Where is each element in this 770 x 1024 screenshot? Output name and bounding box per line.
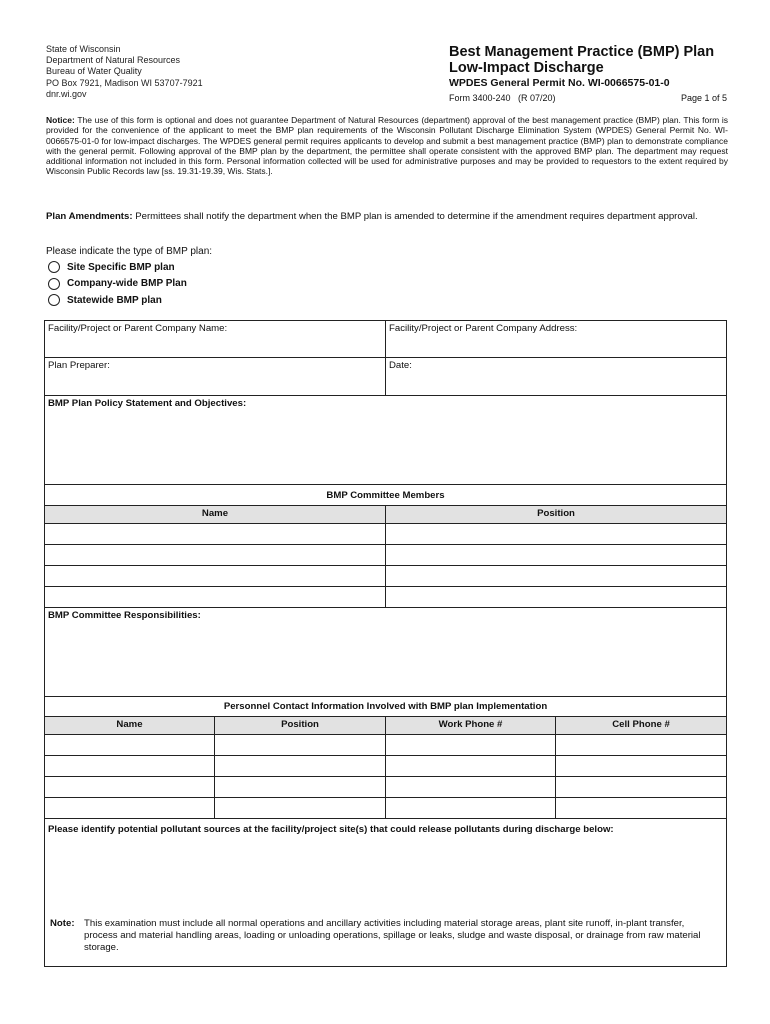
facility-name-field[interactable] — [45, 321, 386, 358]
statewide-label: Statewide BMP plan — [67, 294, 162, 306]
committee-position-cell[interactable] — [386, 587, 727, 608]
responsibilities-row — [45, 608, 727, 697]
personnel-position-cell[interactable] — [215, 777, 386, 798]
personnel-position-cell[interactable] — [215, 756, 386, 777]
plan-type-option-site-specific[interactable] — [48, 259, 212, 276]
committee-col-name: Name — [45, 506, 386, 524]
committee-row — [45, 545, 727, 566]
committee-row — [45, 524, 727, 545]
date-label: Date: — [389, 360, 412, 371]
agency-line-state: State of Wisconsin — [46, 44, 121, 54]
committee-responsibilities-field[interactable] — [45, 608, 727, 697]
plan-type-group — [46, 246, 212, 309]
plan-type-question: Please indicate the type of BMP plan: — [46, 246, 213, 257]
personnel-work-phone-cell[interactable] — [386, 756, 556, 777]
notice-label: Notice: — [46, 115, 75, 125]
policy-statement-field[interactable] — [45, 396, 727, 485]
facility-address-field[interactable] — [386, 321, 727, 358]
personnel-col-position: Position — [215, 717, 386, 735]
committee-header-row — [45, 506, 727, 524]
personnel-header-row — [45, 717, 727, 735]
personnel-row — [45, 798, 727, 819]
company-wide-radio[interactable] — [48, 278, 60, 290]
committee-row — [45, 587, 727, 608]
personnel-name-cell[interactable] — [45, 735, 215, 756]
committee-position-cell[interactable] — [386, 524, 727, 545]
pollutant-sources-label: Please identify potential pollutant sources at the facility/project site(s) that could release pollutants during discharge below: — [48, 824, 614, 835]
personnel-col-name: Name — [45, 717, 215, 735]
title-block — [449, 44, 727, 104]
personnel-name-cell[interactable] — [45, 798, 215, 819]
facility-name-label: Facility/Project or Parent Company Name: — [48, 323, 228, 334]
statewide-radio[interactable] — [48, 294, 60, 306]
pollutant-note — [50, 918, 720, 954]
personnel-col-work-phone: Work Phone # — [386, 717, 556, 735]
personnel-contact-title: Personnel Contact Information Involved with BMP plan Implementation — [45, 697, 727, 717]
amendments-label: Plan Amendments: — [46, 211, 133, 222]
personnel-cell-phone-cell[interactable] — [556, 798, 727, 819]
personnel-row — [45, 756, 727, 777]
form-number: Form 3400-240 (R 07/20) — [449, 93, 556, 103]
personnel-name-cell[interactable] — [45, 756, 215, 777]
committee-responsibilities-label: BMP Committee Responsibilities: — [48, 610, 201, 621]
pollutant-sources-field[interactable] — [45, 819, 727, 967]
personnel-row — [45, 735, 727, 756]
committee-col-position: Position — [386, 506, 727, 524]
amendments-text: Permittees shall notify the department when the BMP plan is amended to determine if the amendment requires department approval. — [132, 211, 698, 222]
personnel-cell-phone-cell[interactable] — [556, 756, 727, 777]
personnel-work-phone-cell[interactable] — [386, 735, 556, 756]
agency-line-website: dnr.wi.gov — [46, 88, 87, 99]
agency-line-bureau: Bureau of Water Quality — [46, 66, 142, 77]
policy-statement-label: BMP Plan Policy Statement and Objectives: — [48, 398, 247, 409]
committee-name-cell[interactable] — [45, 566, 386, 587]
form-title: Best Management Practice (BMP) Plan — [449, 44, 715, 60]
personnel-name-cell[interactable] — [45, 777, 215, 798]
facility-address-label: Facility/Project or Parent Company Address: — [389, 323, 578, 334]
committee-members-title: BMP Committee Members — [45, 485, 727, 506]
note-text: This examination must include all normal operations and ancillary activities including material storage areas, plant site runoff, in-plant transfer, process and material handling areas, loading or unloading operations, spillage or leaks, sludge and waste disposal, or drainage from raw material storage. — [84, 918, 701, 953]
note-label: Note: — [50, 918, 75, 929]
plan-type-option-company-wide[interactable] — [48, 276, 212, 293]
committee-row — [45, 566, 727, 587]
personnel-position-cell[interactable] — [215, 798, 386, 819]
plan-type-option-statewide[interactable] — [48, 292, 212, 309]
committee-title-row — [45, 485, 727, 506]
personnel-col-cell-phone: Cell Phone # — [556, 717, 727, 735]
amendments-paragraph — [46, 211, 728, 223]
notice-paragraph — [46, 115, 728, 177]
personnel-cell-phone-cell[interactable] — [556, 777, 727, 798]
personnel-work-phone-cell[interactable] — [386, 798, 556, 819]
page-number: Page 1 of 5 — [680, 93, 727, 103]
personnel-work-phone-cell[interactable] — [386, 777, 556, 798]
preparer-row — [45, 358, 727, 396]
notice-text: The use of this form is optional and does not guarantee Department of Natural Resources (department) approval of the best management practice (BMP) plan. This form is provided for the convenience of the applicant to meet the BMP plan requirements of the Wisconsin Pollutant Discharge Elimination System (WPDES) General Permit No. WI-0066575-01-0 for low-impact discharges. The WPDES general permit requires applicants to develop and submit a best management practice (BMP) plan to demonstrate compliance with the general permit. Following approval of the BMP plan by the department, the permittee shall operate consistent with the approved BMP plan. The department may request additional information not included in this form. Personal information collected will be used for administrative purposes and may be provided to requestors to the extent required by Wisconsin Public Records law [ss. 19.31-19.39, Wis. Stats.]. — [46, 115, 728, 177]
plan-preparer-field[interactable] — [45, 358, 386, 396]
form-subtitle: Low-Impact Discharge — [449, 60, 604, 76]
facility-row — [45, 321, 727, 358]
committee-name-cell[interactable] — [45, 587, 386, 608]
permit-number: WPDES General Permit No. WI-0066575-01-0 — [449, 77, 670, 89]
policy-row — [45, 396, 727, 485]
date-field[interactable] — [386, 358, 727, 396]
committee-position-cell[interactable] — [386, 545, 727, 566]
committee-name-cell[interactable] — [45, 545, 386, 566]
company-wide-label: Company-wide BMP Plan — [67, 278, 187, 290]
personnel-row — [45, 777, 727, 798]
personnel-title-row — [45, 697, 727, 717]
bmp-plan-form — [44, 320, 727, 967]
committee-position-cell[interactable] — [386, 566, 727, 587]
committee-name-cell[interactable] — [45, 524, 386, 545]
form-meta — [449, 92, 727, 104]
personnel-cell-phone-cell[interactable] — [556, 735, 727, 756]
agency-line-address: PO Box 7921, Madison WI 53707-7921 — [46, 77, 203, 88]
personnel-position-cell[interactable] — [215, 735, 386, 756]
plan-preparer-label: Plan Preparer: — [48, 360, 110, 371]
site-specific-label: Site Specific BMP plan — [67, 261, 175, 273]
pollutant-row — [45, 819, 727, 967]
agency-line-department: Department of Natural Resources — [46, 55, 181, 66]
agency-info — [46, 44, 203, 100]
site-specific-radio[interactable] — [48, 261, 60, 273]
